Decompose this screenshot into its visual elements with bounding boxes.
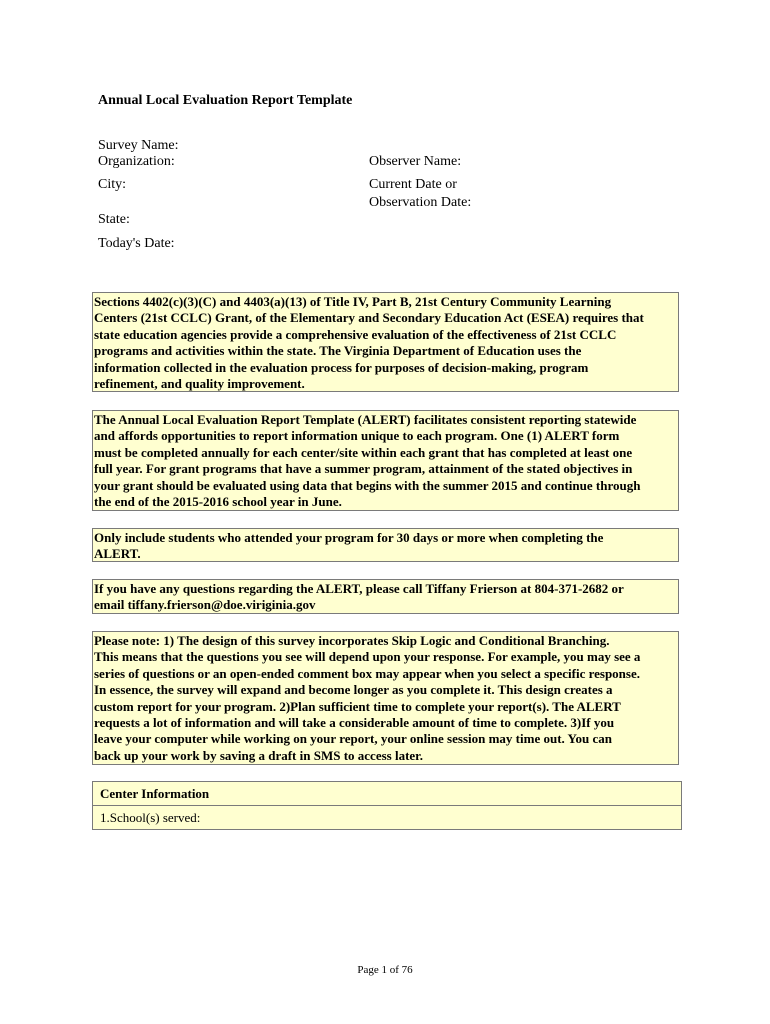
notice-line: ALERT. [94,546,141,562]
notice-line: Sections 4402(c)(3)(C) and 4403(a)(13) of Title IV, Part B, 21st Century Community Learning [94,294,612,309]
notice-line: programs and activities within the state. The Virginia Department of Education uses the [94,343,582,359]
notice-line: refinement, and quality improvement. [94,376,305,392]
notice-line: must be completed annually for each center/site within each grant that has completed at least one [94,444,633,460]
todays-date-label: Today's Date: [98,236,175,251]
notice-line: series of questions or an open-ended comment box may appear when you select a specific response. [94,665,640,681]
organization-label: Organization: [98,154,175,169]
notice-line: Centers (21st CCLC) Grant, of the Elementary and Secondary Education Act (ESEA) requires that [94,310,644,326]
notice-line: The Annual Local Evaluation Report Template (ALERT) facilitates consistent reporting statewide [94,412,637,427]
notice-line: In essence, the survey will expand and become longer as you complete it. This design creates a [94,682,613,698]
center-information-heading: Center Information [92,781,682,806]
observation-date-label: Observation Date: [369,195,472,210]
notice-legal-requirements [92,292,679,392]
notice-line: state education agencies provide a comprehensive evaluation of the effectiveness of 21st CCLC [94,326,617,342]
notice-line: and affords opportunities to report information unique to each program. One (1) ALERT form [94,428,620,444]
notice-line: your grant should be evaluated using data that begins with the summer 2015 and continue through [94,477,641,493]
state-label: State: [98,212,130,227]
notice-line: requests a lot of information and will take a considerable amount of time to complete. 3)If you [94,715,615,731]
notice-alert-description [92,410,679,511]
notice-line: email tiffany.frierson@doe.viriginia.gov [94,597,316,613]
notice-line: custom report for your program. 2)Plan sufficient time to complete your report(s). The ALERT [94,698,621,714]
survey-name-label: Survey Name: [98,138,179,153]
notice-line: Please note: 1) The design of this survey incorporates Skip Logic and Conditional Branching. [94,633,610,648]
current-date-label: Current Date or [369,177,457,192]
notice-line: the end of the 2015-2016 school year in June. [94,494,342,510]
notice-line: full year. For grant programs that have a summer program, attainment of the stated objectives in [94,461,633,477]
notice-line: back up your work by saving a draft in SMS to access later. [94,747,423,763]
notice-line: This means that the questions you see will depend upon your response. For example, you may see a [94,649,641,665]
observer-name-label: Observer Name: [369,154,462,169]
city-label: City: [98,177,127,192]
notice-line: Only include students who attended your program for 30 days or more when completing the [94,530,604,545]
school-served-question[interactable]: 1.School(s) served: [92,805,682,830]
notice-line: information collected in the evaluation process for purposes of decision-making, program [94,359,589,375]
page-title: Annual Local Evaluation Report Template [98,93,353,108]
page-number: Page 1 of 76 [357,964,413,976]
notice-line: leave your computer while working on your report, your online session may time out. You can [94,731,612,747]
notice-attendance [92,528,679,562]
notice-please-note [92,631,679,765]
notice-line: If you have any questions regarding the ALERT, please call Tiffany Frierson at 804-371-2682 or [94,581,624,596]
notice-contact [92,579,679,614]
